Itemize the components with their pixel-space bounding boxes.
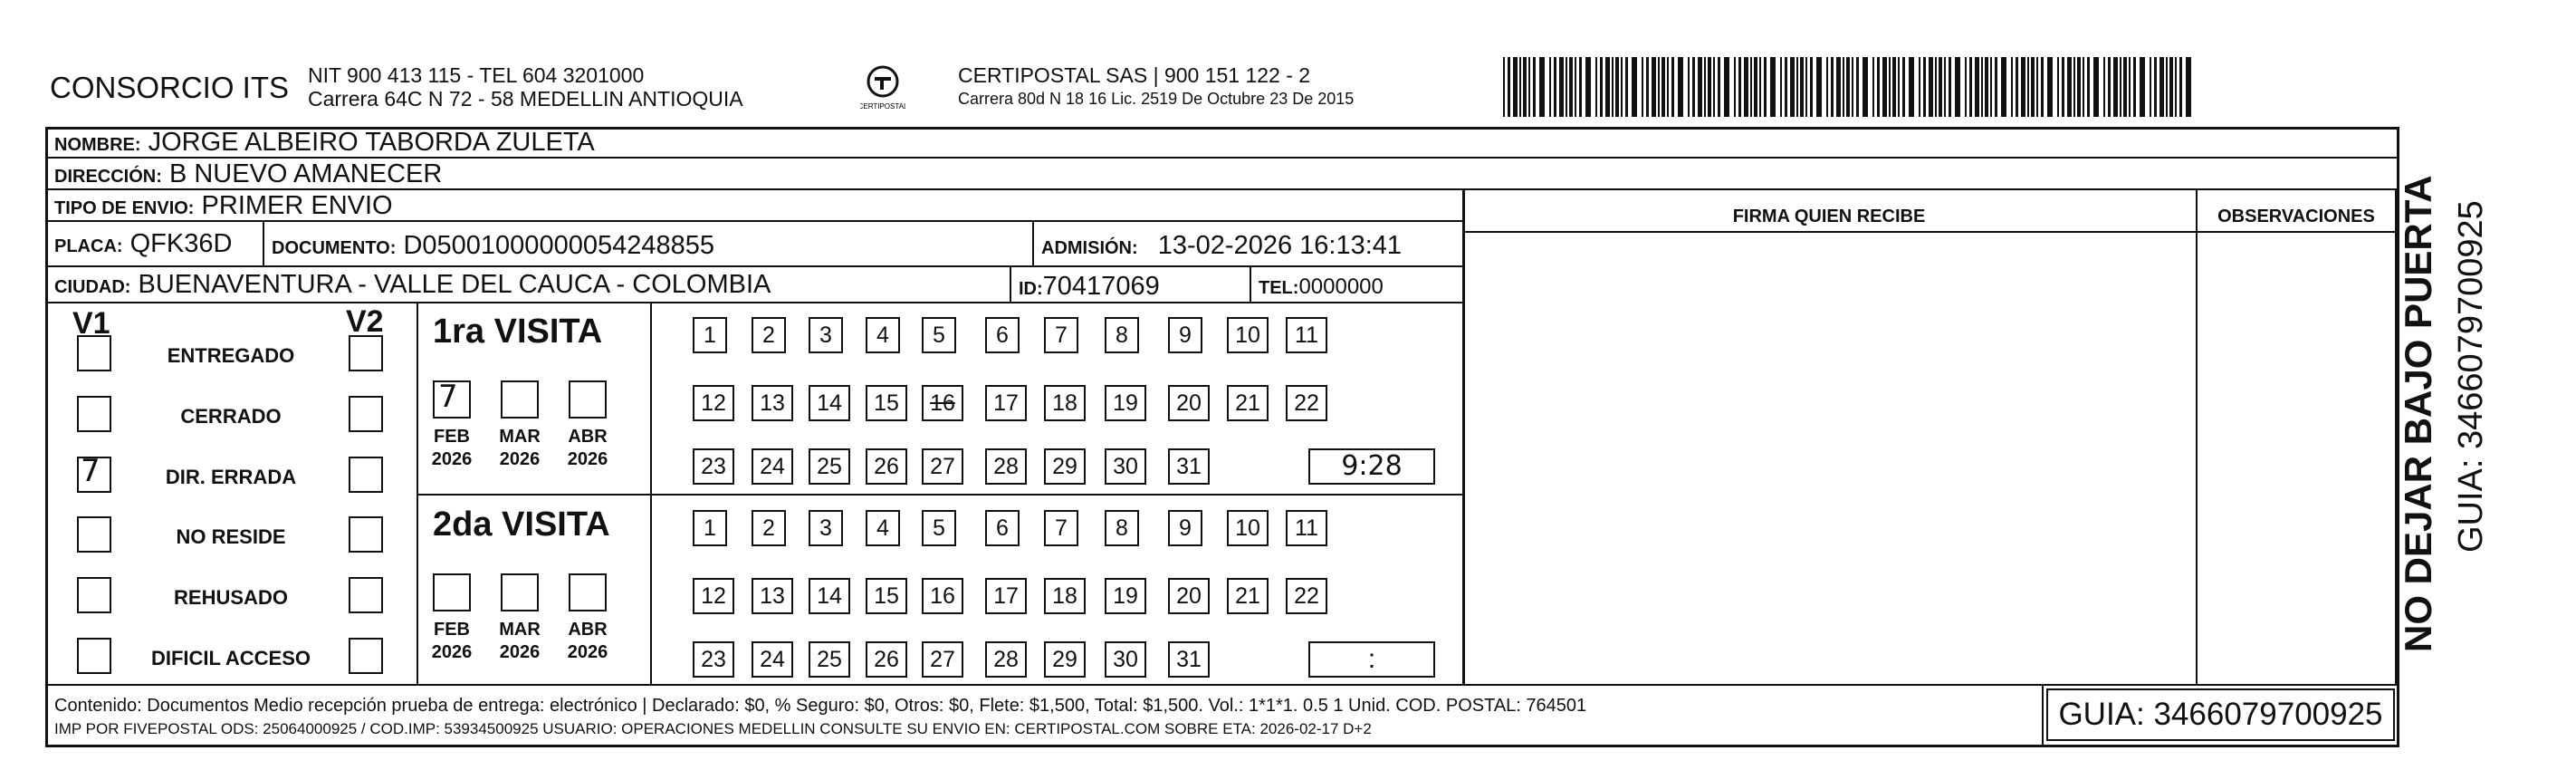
barcode-bar [1923,57,1926,117]
barcode-bar [1852,57,1853,117]
barcode-bar [1625,57,1628,117]
tel-field [1259,274,1384,300]
day-checkbox[interactable]: 8 [1105,317,1139,353]
day-checkbox[interactable]: 12 [693,385,734,421]
barcode-bar [1843,57,1844,117]
tel-value: 0000000 [1298,274,1384,299]
visit-1-title: 1ra VISITA [433,313,603,351]
barcode-bar [2027,57,2029,117]
barcode-bar [1632,57,1637,117]
day-checkbox[interactable]: 3 [809,317,843,353]
day-checkbox[interactable]: 14 [809,385,850,421]
barcode-bar [1785,57,1787,117]
barcode-bar [2154,57,2157,117]
day-checkbox[interactable]: 7 [1044,317,1078,353]
barcode-bar [1667,57,1669,117]
day-checkbox[interactable]: 28 [985,448,1027,485]
status-label: ENTREGADO [167,344,295,367]
day-checkbox[interactable]: 13 [752,385,793,421]
documento-value: D05001000000054248855 [403,231,714,260]
company-info [308,63,743,111]
day-checkbox[interactable]: 5 [922,510,956,546]
barcode-bar [2166,57,2168,117]
day-checkbox[interactable]: 5 [922,317,956,353]
day-checkbox[interactable]: 22 [1286,578,1327,614]
day-checkbox[interactable]: 1 [693,510,727,546]
day-checkbox[interactable]: 21 [1227,578,1269,614]
tipo-value: PRIMER ENVIO [201,191,393,220]
day-checkbox[interactable]: 19 [1105,578,1146,614]
day-checkbox[interactable]: 18 [1044,385,1086,421]
handwritten-mark: 7 [81,453,101,489]
v2-checkbox[interactable] [349,335,383,371]
barcode-bar [1724,57,1729,117]
month-checkbox[interactable] [433,573,471,611]
barcode-bar [1975,57,1979,117]
barcode-bar [1836,57,1841,117]
barcode-bar [1944,57,1946,117]
day-checkbox[interactable]: 15 [866,578,907,614]
ciudad-value: BUENAVENTURA - VALLE DEL CAUCA - COLOMBIA [138,270,771,299]
barcode-bar [2016,57,2018,117]
day-checkbox[interactable]: 22 [1286,385,1327,421]
documento-field [272,231,714,261]
barcode-bar [1831,57,1834,117]
day-checkbox[interactable]: 4 [866,510,900,546]
day-checkbox[interactable]: 7 [1044,510,1078,546]
barcode-bar [1796,57,1798,117]
barcode-bar [1692,57,1695,117]
month-checkbox[interactable] [569,380,607,419]
tipo-label: TIPO DE ENVIO: [54,198,195,218]
month-label: ABR 2026 [567,620,608,662]
day-checkbox[interactable]: 6 [985,317,1020,353]
barcode-bar [1533,57,1536,117]
day-checkbox[interactable]: 11 [1286,317,1327,353]
barcode-bar [1800,57,1804,117]
imp-line: IMP POR FIVEPOSTAL ODS: 25064000925 / COD.IMP: 53934500925 USUARIO: OPERACIONES MEDELLIN CONSULTE SU ENVIO EN: CERTIPOSTAL.COM SOBRE ETA: 2026-02-17 D+2 [54,720,1372,737]
barcode-bar [1898,57,1900,117]
tipo-row [45,190,1462,222]
barcode-bar [1810,57,1813,117]
barcode-bar [1508,57,1510,117]
day-checkbox[interactable]: 3 [809,510,843,546]
nombre-value: JORGE ALBEIRO TABORDA ZULETA [148,128,595,157]
direccion-row [45,159,2399,190]
day-checkbox[interactable]: 29 [1044,641,1086,678]
company-address: Carrera 64C N 72 - 58 MEDELLIN ANTIOQUIA [308,87,743,111]
day-checkbox[interactable]: 24 [752,448,793,485]
barcode-bar [2001,57,2006,117]
barcode-bar [1738,57,1741,117]
barcode-bar [2093,57,2099,117]
visit-time[interactable]: : [1308,641,1435,678]
barcode-bar [1754,57,1757,117]
status-label: NO RESIDE [176,525,286,548]
day-checkbox[interactable]: 1 [693,317,727,353]
barcode-bar [1708,57,1711,117]
barcode-bar [2140,57,2145,117]
firma-column-border [1462,190,1465,684]
barcode-bar [2057,57,2059,117]
barcode-bar [1882,57,1887,117]
divider [1032,222,1034,267]
v1-header: V1 [72,306,110,341]
barcode-bar [2120,57,2121,117]
barcode-bar [1713,57,1715,117]
day-checkbox[interactable]: 31 [1168,448,1210,485]
day-checkbox[interactable]: 16 [922,385,963,421]
day-checkbox[interactable]: 31 [1168,641,1210,678]
barcode-bar [2103,57,2105,117]
nombre-label: NOMBRE: [54,135,141,155]
barcode-bar [1826,57,1828,117]
no-dejar-bajo-puerta: NO DEJAR BAJO PUERTA [2397,175,2439,652]
barcode-bar [1528,57,1530,117]
v2-header: V2 [346,304,384,339]
barcode-bar [1539,57,1545,117]
id-value: 70417069 [1042,272,1160,301]
day-checkbox[interactable]: 16 [922,578,963,614]
day-checkbox[interactable]: 17 [985,578,1027,614]
day-checkbox[interactable]: 18 [1044,578,1086,614]
status-label: CERRADO [180,405,282,428]
status-label: REHUSADO [174,586,288,609]
divider [1010,267,1011,303]
barcode-bar [1919,57,1920,117]
barcode-bar [1990,57,1992,117]
barcode-bar [1698,57,1702,117]
admision-field [1041,231,1402,261]
barcode-bar [1750,57,1752,117]
barcode-bar [1744,57,1748,117]
barcode-bar [1816,57,1822,117]
barcode-bar [1671,57,1674,117]
v2-checkbox[interactable] [349,516,383,553]
barcode-bar [2133,57,2136,117]
barcode-bar [1519,57,1521,117]
barcode-bar [2041,57,2044,117]
documento-label: DOCUMENTO: [272,238,397,258]
barcode-bar [2036,57,2038,117]
placa-value: QFK36D [129,229,233,258]
tel-label: TEL: [1259,278,1299,298]
handwritten-mark: 7 [438,379,458,415]
v2-checkbox[interactable] [349,638,383,674]
v2-checkbox[interactable] [349,457,383,493]
barcode-bar [1909,57,1914,117]
day-checkbox[interactable]: 20 [1168,578,1210,614]
barcode-bar [2087,57,2090,117]
barcode-bar [1646,57,1649,117]
day-checkbox[interactable]: 9 [1168,510,1202,546]
barcode-bar [1642,57,1643,117]
barcode-bar [2047,57,2053,117]
certipostal-line: CERTIPOSTAL SAS | 900 151 122 - 2 [958,63,1311,87]
barcode-bar [1718,57,1720,117]
barcode-bar [1615,57,1619,117]
day-checkbox[interactable]: 15 [866,385,907,421]
day-checkbox[interactable]: 24 [752,641,793,678]
guia-number: GUIA: 3466079700925 [2046,688,2395,741]
barcode-bar [1605,57,1610,117]
month-label: ABR 2026 [567,427,608,469]
barcode-bar [2073,57,2075,117]
barcode-bar [1503,57,1505,117]
barcode-bar [1759,57,1761,117]
barcode-bar [2129,57,2131,117]
day-checkbox[interactable]: 27 [922,641,963,678]
admision-value: 13-02-2026 16:13:41 [1157,231,1403,260]
day-checkbox[interactable]: 25 [809,448,850,485]
barcode-bar [1969,57,1972,117]
barcode-bar [2083,57,2084,117]
observaciones-column-border [2196,190,2198,684]
day-checkbox[interactable]: 27 [922,448,963,485]
v1-checkbox[interactable] [77,516,111,553]
barcode-bar [1734,57,1736,117]
barcode-bar [1889,57,1891,117]
divider [1250,267,1251,303]
v1-checkbox[interactable] [77,396,111,432]
month-label: MAR 2026 [499,620,541,662]
barcode-bar [2067,57,2072,117]
barcode-bar [1704,57,1706,117]
barcode-bar [1566,57,1567,117]
day-checkbox[interactable]: 26 [866,448,907,485]
certipostal-logo [860,62,905,114]
status-label: DIFICIL ACCESO [150,647,311,669]
barcode-bar [2108,57,2111,117]
divider [263,222,264,267]
day-checkbox[interactable]: 29 [1044,448,1086,485]
day-checkbox[interactable]: 20 [1168,385,1210,421]
barcode-bar [1929,57,1933,117]
column-header-line [1462,231,2397,233]
month-checkbox[interactable] [569,573,607,611]
certipostal-info [958,63,1354,111]
barcode-bar [1780,57,1782,117]
barcode-bar [1805,57,1807,117]
barcode-bar [1863,57,1868,117]
barcode-bar [1902,57,1905,117]
barcode-bar [1652,57,1656,117]
barcode-bar [1575,57,1576,117]
day-checkbox[interactable]: 2 [752,510,786,546]
barcode-bar [1790,57,1795,117]
barcode-bar [1995,57,1997,117]
barcode-bar [2031,57,2035,117]
v1-checkbox[interactable] [77,638,111,674]
month-checkbox[interactable] [501,573,539,611]
barcode-bar [2175,57,2177,117]
barcode-bar [1554,57,1556,117]
barcode-bar [2179,57,2182,117]
month-label: FEB 2026 [431,620,473,662]
side-guia: GUIA: 3466079700925 [2452,200,2490,553]
barcode-bar [1955,57,1960,117]
barcode-bar [1600,57,1603,117]
barcode-bar [1579,57,1582,117]
barcode-bar [2159,57,2164,117]
barcode-bar [2186,57,2191,117]
barcode-bar [2169,57,2173,117]
v2-checkbox[interactable] [349,396,383,432]
day-checkbox[interactable]: 11 [1286,510,1327,546]
day-checkbox[interactable]: 10 [1227,510,1269,546]
barcode-bar [2062,57,2064,117]
company-name: CONSORCIO ITS [50,71,290,104]
day-checkbox[interactable]: 30 [1105,448,1146,485]
day-checkbox[interactable]: 25 [809,641,850,678]
barcode-bar [1764,57,1767,117]
day-checkbox[interactable]: 23 [693,641,734,678]
barcode [1503,57,2191,117]
firma-header: FIRMA QUIEN RECIBE [1732,207,1926,226]
barcode-bar [1658,57,1660,117]
day-checkbox[interactable]: 26 [866,641,907,678]
barcode-bar [1949,57,1951,117]
barcode-bar [1661,57,1665,117]
nit-line: NIT 900 413 115 - TEL 604 3201000 [308,63,645,87]
id-label: ID: [1019,279,1043,299]
barcode-bar [1688,57,1690,117]
direccion-value: B NUEVO AMANECER [168,159,443,188]
visit-time[interactable]: 9:28 [1308,448,1435,485]
barcode-bar [1846,57,1850,117]
month-label: FEB 2026 [431,427,473,469]
v2-checkbox[interactable] [349,577,383,613]
placa-label: PLACA: [54,236,123,256]
barcode-bar [1595,57,1597,117]
day-checkbox[interactable]: 19 [1105,385,1146,421]
guia-divider [2042,684,2044,747]
month-label: MAR 2026 [499,427,541,469]
month-checkbox[interactable] [433,380,471,419]
day-checkbox[interactable]: 12 [693,578,734,614]
barcode-bar [1965,57,1967,117]
certipostal-address: Carrera 80d N 18 16 Lic. 2519 De Octubre 23 De 2015 [958,90,1355,108]
barcode-bar [1872,57,1874,117]
day-checkbox[interactable]: 2 [752,317,786,353]
day-checkbox[interactable]: 10 [1227,317,1269,353]
barcode-bar [1678,57,1683,117]
observaciones-header: OBSERVACIONES [2217,207,2375,226]
barcode-bar [1770,57,1776,117]
day-checkbox[interactable]: 14 [809,578,850,614]
barcode-bar [1585,57,1591,117]
barcode-bar [2011,57,2013,117]
barcode-bar [1559,57,1564,117]
barcode-bar [1939,57,1942,117]
day-checkbox[interactable]: 21 [1227,385,1269,421]
nombre-row [45,127,2399,159]
v1-checkbox[interactable] [77,577,111,613]
barcode-bar [1892,57,1896,117]
barcode-bar [2113,57,2118,117]
id-field [1019,272,1160,302]
footer-top-line [45,684,2399,686]
logo-text: CERTIPOSTAL [860,102,905,111]
barcode-bar [2150,57,2151,117]
day-checkbox[interactable]: 17 [985,385,1027,421]
day-checkbox[interactable]: 6 [985,510,1020,546]
barcode-bar [2021,57,2025,117]
day-checkbox[interactable]: 30 [1105,641,1146,678]
barcode-bar [1612,57,1614,117]
visit-2-title: 2da VISITA [433,505,610,544]
day-checkbox[interactable]: 23 [693,448,734,485]
day-checkbox[interactable]: 28 [985,641,1027,678]
month-checkbox[interactable] [501,380,539,419]
day-checkbox[interactable]: 13 [752,578,793,614]
ciudad-label: CIUDAD: [54,277,131,297]
barcode-bar [1981,57,1983,117]
barcode-bar [1621,57,1623,117]
visit-separator [417,494,1462,496]
barcode-bar [1935,57,1937,117]
barcode-bar [1523,57,1527,117]
barcode-bar [1985,57,1988,117]
contenido-line: Contenido: Documentos Medio recepción prueba de entrega: electrónico | Declarado: $0, % Seguro: $0, Otros: $0, Flete: $1,500, Total: $1,500. Vol.: 1*1*1. 0.5 1 Unid. COD. POSTAL: 764501 [54,696,1587,716]
barcode-bar [1549,57,1551,117]
v1-checkbox[interactable] [77,453,111,493]
v1-checkbox[interactable] [77,335,111,371]
direccion-label: DIRECCIÓN: [54,167,162,187]
barcode-bar [2123,57,2127,117]
day-checkbox[interactable]: 9 [1168,317,1202,353]
barcode-bar [1856,57,1859,117]
barcode-bar [2077,57,2081,117]
barcode-bar [1513,57,1518,117]
day-checkbox[interactable]: 8 [1105,510,1139,546]
barcode-bar [1569,57,1573,117]
barcode-bar [1877,57,1880,117]
admision-label: ADMISIÓN: [1041,238,1138,258]
status-label: DIR. ERRADA [165,466,297,488]
day-checkbox[interactable]: 4 [866,317,900,353]
